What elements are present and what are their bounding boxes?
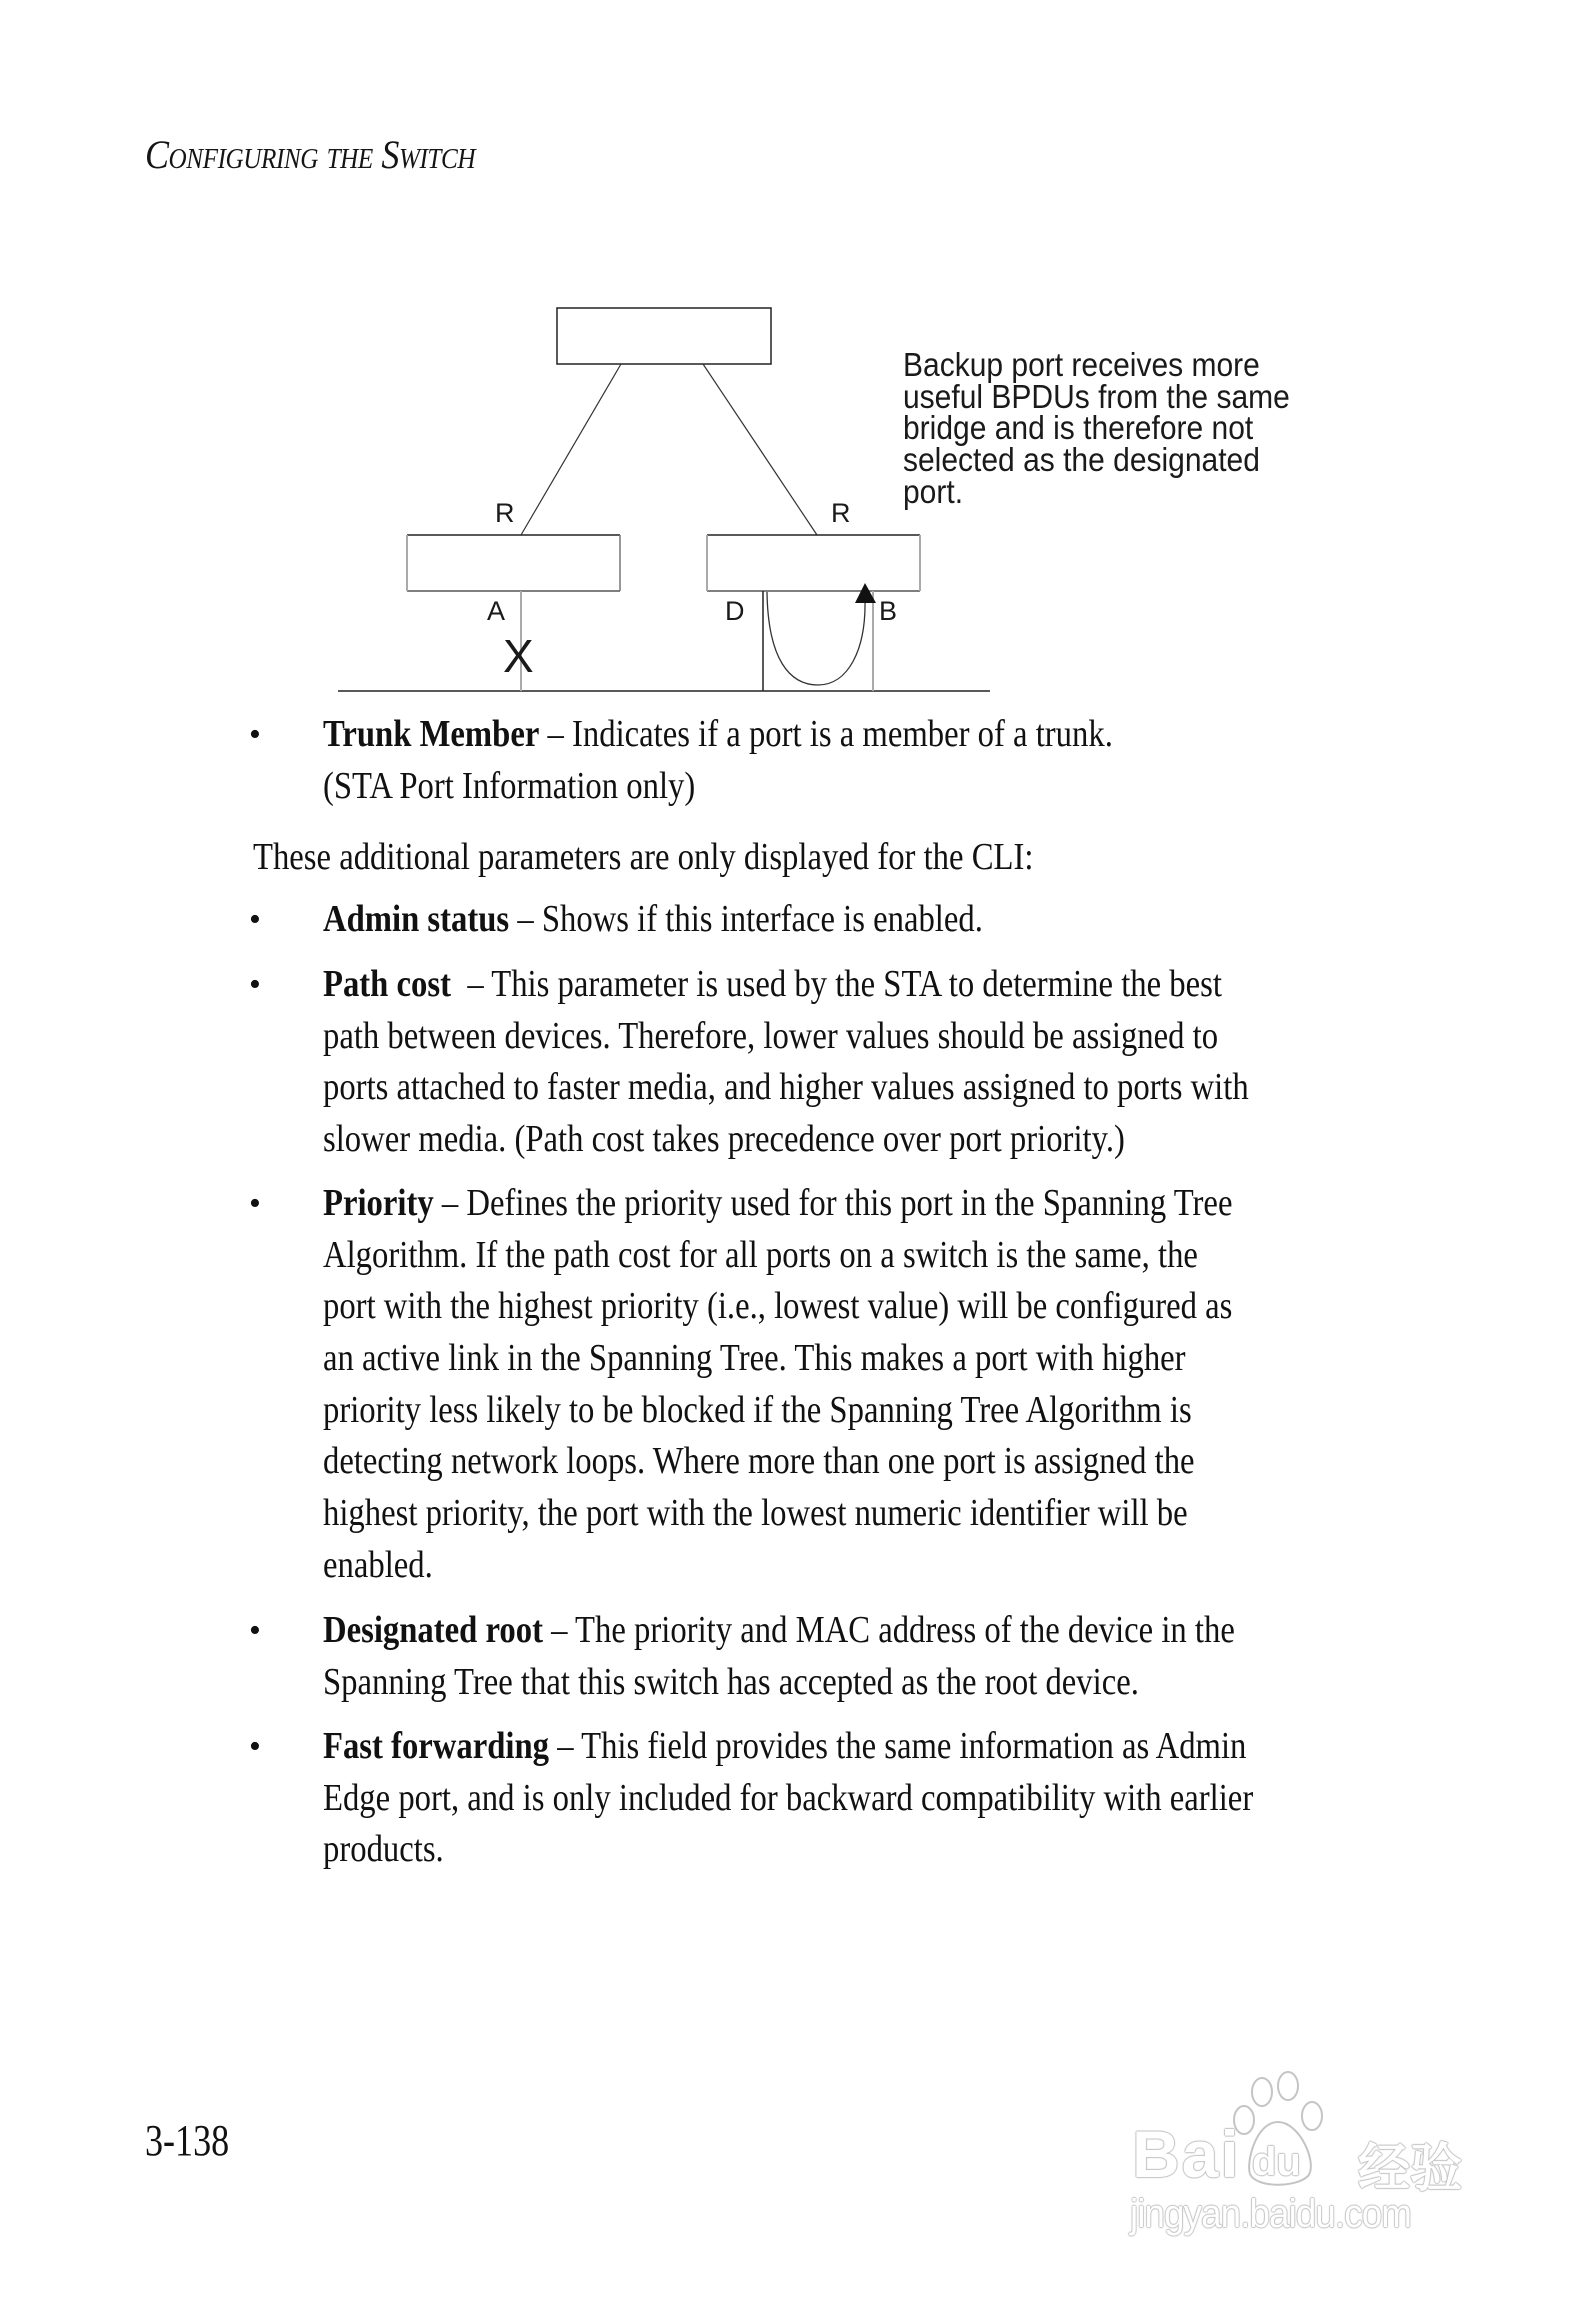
bullet-icon: •: [249, 1612, 261, 1649]
bullet-icon: •: [249, 1185, 261, 1222]
note-line: selected as the designated: [903, 442, 1260, 480]
definition-line: slower media. (Path cost takes precedence over port priority.): [323, 1118, 1125, 1161]
definition-line: an active link in the Spanning Tree. This makes a port with higher: [323, 1337, 1186, 1380]
term: Fast forwarding: [323, 1725, 550, 1767]
baidu-watermark: [1126, 2066, 1486, 2241]
term: Trunk Member: [323, 713, 540, 755]
definition-line: – Defines the priority used for this port in the Spanning Tree: [441, 1182, 1233, 1224]
definition-line: products.: [323, 1828, 444, 1871]
label-port-d: D: [725, 596, 745, 626]
bullet-icon: •: [249, 966, 261, 1003]
running-header: Configuring the Switch: [145, 132, 476, 177]
label-port-b: B: [879, 596, 898, 626]
diagram-note: [903, 347, 1290, 511]
note-line: bridge and is therefore not: [903, 410, 1254, 448]
bullet-icon: •: [249, 1728, 261, 1765]
definition-line: priority less likely to be blocked if the Spanning Tree Algorithm is: [323, 1388, 1192, 1431]
left-bridge-box: [407, 535, 620, 591]
link-root-to-left-bridge: [521, 364, 621, 535]
page-number: 3-138: [145, 2116, 230, 2165]
bullet-item-admin-status: [0, 894, 1584, 946]
label-root-port-right: R: [831, 498, 851, 528]
paragraph-text: These additional parameters are only displayed for the CLI:: [253, 836, 1034, 878]
definition-line: enabled.: [323, 1543, 433, 1586]
bullet-icon: •: [249, 716, 261, 753]
bullet-item-designated-root: [0, 1605, 1584, 1708]
definition-line: – This parameter is used by the STA to determine the best: [450, 963, 1222, 1005]
watermark-brand-cn: 经验: [1358, 2140, 1463, 2198]
definition-line: ports attached to faster media, and higher values assigned to ports with: [323, 1066, 1249, 1109]
blocked-port-x-icon: X: [503, 630, 534, 682]
term: Designated root: [323, 1609, 543, 1651]
watermark-url: jingyan.baidu.com: [1130, 2192, 1411, 2236]
definition-line: – Indicates if a port is a member of a trunk.: [547, 713, 1113, 755]
root-bridge-box: [557, 308, 771, 364]
watermark-brand-du: du: [1252, 2140, 1301, 2184]
definition-line: path between devices. Therefore, lower values should be assigned to: [323, 1014, 1219, 1057]
note-line: useful BPDUs from the same: [903, 378, 1290, 416]
bpdu-loop-arrow: [767, 592, 865, 685]
definition-line: detecting network loops. Where more than one port is assigned the: [323, 1440, 1195, 1483]
definition-line: Algorithm. If the path cost for all ports on a switch is the same, the: [323, 1233, 1198, 1276]
link-root-to-right-bridge: [703, 364, 817, 535]
bullet-icon: •: [249, 901, 261, 938]
definition-line: highest priority, the port with the lowest numeric identifier will be: [323, 1492, 1188, 1535]
label-root-port-left: R: [495, 498, 515, 528]
definition-line: Edge port, and is only included for backward compatibility with earlier: [323, 1776, 1254, 1819]
bullet-item-fast-forwarding: [0, 1721, 1584, 1876]
note-line: Backup port receives more: [903, 347, 1260, 385]
term: Priority: [323, 1182, 434, 1224]
cli-parameters-intro: [0, 832, 1584, 884]
definition-line: (STA Port Information only): [323, 764, 696, 807]
label-port-a: A: [487, 596, 506, 626]
definition-line: Spanning Tree that this switch has accepted as the root device.: [323, 1660, 1139, 1703]
bullet-item-priority: [0, 1178, 1584, 1592]
watermark-brand-bai: Bai: [1132, 2117, 1241, 2191]
right-bridge-box: [707, 535, 920, 591]
term: Path cost: [323, 963, 451, 1005]
spanning-tree-diagram: [0, 0, 1584, 720]
definition-line: – Shows if this interface is enabled.: [517, 898, 983, 940]
bullet-item-path-cost: [0, 959, 1584, 1166]
definition-line: – The priority and MAC address of the device in the: [551, 1609, 1235, 1651]
term: Admin status: [323, 898, 510, 940]
definition-line: port with the highest priority (i.e., lowest value) will be configured as: [323, 1285, 1233, 1328]
definition-line: – This field provides the same information as Admin: [557, 1725, 1247, 1767]
bullet-item-trunk-member: [0, 709, 1584, 812]
note-line: port.: [903, 473, 964, 511]
